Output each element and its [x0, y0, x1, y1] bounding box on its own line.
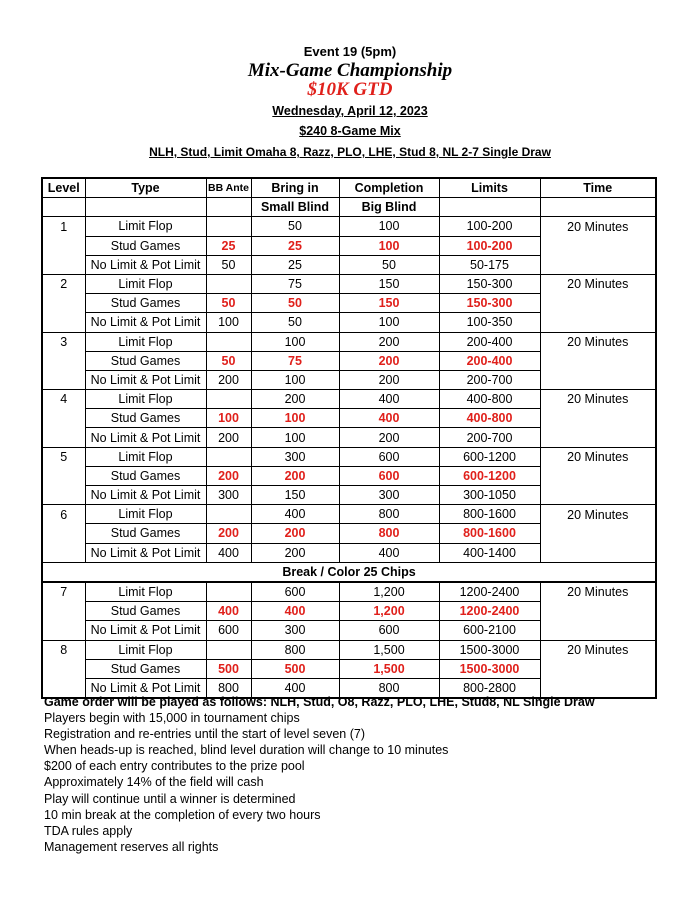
table-row [42, 466, 656, 485]
big-blind-cell: 800 [339, 678, 439, 698]
limits-cell: 150-300 [439, 274, 540, 293]
limits-cell: 200-400 [439, 332, 540, 351]
table-row [42, 390, 656, 409]
header-bigblind: Big Blind [339, 198, 439, 217]
table-header-row-2 [42, 198, 656, 217]
small-blind-cell: 50 [251, 313, 339, 332]
limits-cell: 200-700 [439, 428, 540, 447]
limits-cell: 1200-2400 [439, 602, 540, 621]
ante-cell: 200 [206, 524, 251, 543]
ante-cell: 100 [206, 313, 251, 332]
note-line: Play will continue until a winner is determined [44, 791, 296, 806]
ante-cell: 200 [206, 370, 251, 389]
limits-cell: 300-1050 [439, 486, 540, 505]
small-blind-cell: 75 [251, 274, 339, 293]
level-cell [42, 351, 85, 370]
big-blind-cell: 300 [339, 486, 439, 505]
big-blind-cell: 1,500 [339, 640, 439, 659]
time-cell [540, 370, 656, 389]
game-order-note: Game order will be played as follows: NLH, Stud, O8, Razz, PLO, LHE, Stud8, NL Single Draw [44, 695, 595, 709]
ante-cell [206, 447, 251, 466]
small-blind-cell: 800 [251, 640, 339, 659]
type-cell: Stud Games [85, 409, 206, 428]
table-row [42, 543, 656, 562]
small-blind-cell: 200 [251, 390, 339, 409]
table-row [42, 602, 656, 621]
break-label: Break / Color 25 Chips [42, 562, 656, 582]
type-cell: No Limit & Pot Limit [85, 313, 206, 332]
small-blind-cell: 300 [251, 621, 339, 640]
time-cell [540, 602, 656, 621]
ante-cell: 25 [206, 236, 251, 255]
note-line: Players begin with 15,000 in tournament chips [44, 711, 300, 726]
limits-cell: 600-2100 [439, 621, 540, 640]
header-completion: Completion [339, 178, 439, 198]
ante-cell: 50 [206, 294, 251, 313]
small-blind-cell: 600 [251, 582, 339, 602]
level-cell: 2 [42, 274, 85, 293]
level-cell: 4 [42, 390, 85, 409]
time-cell: 20 Minutes [540, 640, 656, 659]
time-cell [540, 351, 656, 370]
big-blind-cell: 1,200 [339, 602, 439, 621]
time-cell [540, 486, 656, 505]
header-level: Level [42, 178, 85, 198]
table-row [42, 332, 656, 351]
limits-cell: 800-1600 [439, 505, 540, 524]
type-cell: Limit Flop [85, 274, 206, 293]
time-cell [540, 621, 656, 640]
type-cell: Stud Games [85, 294, 206, 313]
level-cell [42, 294, 85, 313]
type-cell: No Limit & Pot Limit [85, 678, 206, 698]
level-cell [42, 543, 85, 562]
level-cell [42, 602, 85, 621]
ante-cell [206, 332, 251, 351]
event-date: Wednesday, April 12, 2023 [272, 104, 428, 118]
limits-cell: 100-200 [439, 217, 540, 236]
ante-cell: 200 [206, 466, 251, 485]
big-blind-cell: 200 [339, 428, 439, 447]
game-list: NLH, Stud, Limit Omaha 8, Razz, PLO, LHE, Stud 8, NL 2-7 Single Draw [149, 145, 551, 159]
big-blind-cell: 800 [339, 505, 439, 524]
small-blind-cell: 400 [251, 505, 339, 524]
type-cell: No Limit & Pot Limit [85, 621, 206, 640]
table-row [42, 274, 656, 293]
note-line: Management reserves all rights [44, 839, 219, 854]
small-blind-cell: 50 [251, 217, 339, 236]
big-blind-cell: 200 [339, 332, 439, 351]
level-cell [42, 255, 85, 274]
table-row [42, 255, 656, 274]
level-cell [42, 621, 85, 640]
table-header-row [42, 178, 656, 198]
level-cell [42, 236, 85, 255]
type-cell: No Limit & Pot Limit [85, 543, 206, 562]
break-row [42, 562, 656, 582]
big-blind-cell: 200 [339, 370, 439, 389]
table-row [42, 486, 656, 505]
time-cell [540, 524, 656, 543]
small-blind-cell: 100 [251, 409, 339, 428]
limits-cell: 1500-3000 [439, 640, 540, 659]
event-number: Event 19 (5pm) [303, 44, 397, 59]
small-blind-cell: 150 [251, 486, 339, 505]
type-cell: No Limit & Pot Limit [85, 428, 206, 447]
big-blind-cell: 100 [339, 217, 439, 236]
small-blind-cell: 100 [251, 332, 339, 351]
ante-cell [206, 217, 251, 236]
type-cell: Limit Flop [85, 217, 206, 236]
type-cell: Stud Games [85, 602, 206, 621]
note-line: $200 of each entry contributes to the prize pool [44, 759, 305, 774]
level-cell [42, 428, 85, 447]
ante-cell [206, 505, 251, 524]
note-line: Registration and re-entries until the start of level seven (7) [44, 727, 365, 742]
table-row [42, 217, 656, 236]
big-blind-cell: 150 [339, 294, 439, 313]
type-cell: Stud Games [85, 659, 206, 678]
limits-cell: 800-2800 [439, 678, 540, 698]
type-cell: No Limit & Pot Limit [85, 255, 206, 274]
type-cell: Stud Games [85, 351, 206, 370]
level-cell: 7 [42, 582, 85, 602]
time-cell [540, 409, 656, 428]
header-smallblind: Small Blind [251, 198, 339, 217]
table-row [42, 409, 656, 428]
limits-cell: 50-175 [439, 255, 540, 274]
type-cell: Limit Flop [85, 640, 206, 659]
limits-cell: 1500-3000 [439, 659, 540, 678]
buyin: $240 8-Game Mix [299, 124, 401, 138]
ante-cell: 800 [206, 678, 251, 698]
table-row [42, 582, 656, 602]
note-line: When heads-up is reached, blind level duration will change to 10 minutes [44, 743, 449, 758]
level-cell [42, 524, 85, 543]
big-blind-cell: 400 [339, 390, 439, 409]
note-line: 10 min break at the completion of every two hours [44, 807, 321, 822]
small-blind-cell: 400 [251, 678, 339, 698]
level-cell: 8 [42, 640, 85, 659]
level-cell: 5 [42, 447, 85, 466]
time-cell: 20 Minutes [540, 390, 656, 409]
big-blind-cell: 150 [339, 274, 439, 293]
limits-cell: 1200-2400 [439, 582, 540, 602]
time-cell: 20 Minutes [540, 447, 656, 466]
table-row [42, 236, 656, 255]
header-type: Type [85, 178, 206, 198]
limits-cell: 400-1400 [439, 543, 540, 562]
limits-cell: 200-700 [439, 370, 540, 389]
table-row [42, 659, 656, 678]
big-blind-cell: 400 [339, 543, 439, 562]
small-blind-cell: 200 [251, 543, 339, 562]
header-ante: BB Ante [206, 178, 251, 198]
notes [44, 694, 684, 855]
table-row [42, 621, 656, 640]
big-blind-cell: 200 [339, 351, 439, 370]
limits-cell: 600-1200 [439, 466, 540, 485]
header-time: Time [540, 178, 656, 198]
blind-structure-table [41, 177, 657, 699]
type-cell: Limit Flop [85, 582, 206, 602]
level-cell [42, 486, 85, 505]
ante-cell: 100 [206, 409, 251, 428]
limits-cell: 400-800 [439, 409, 540, 428]
big-blind-cell: 50 [339, 255, 439, 274]
type-cell: Stud Games [85, 236, 206, 255]
small-blind-cell: 100 [251, 370, 339, 389]
limits-cell: 150-300 [439, 294, 540, 313]
ante-cell [206, 274, 251, 293]
time-cell: 20 Minutes [540, 274, 656, 293]
small-blind-cell: 25 [251, 236, 339, 255]
ante-cell: 50 [206, 351, 251, 370]
header-bringin: Bring in [251, 178, 339, 198]
level-cell [42, 370, 85, 389]
note-line: Approximately 14% of the field will cash [44, 775, 264, 790]
time-cell [540, 236, 656, 255]
time-cell [540, 294, 656, 313]
limits-cell: 400-800 [439, 390, 540, 409]
small-blind-cell: 300 [251, 447, 339, 466]
ante-cell: 50 [206, 255, 251, 274]
ante-cell [206, 390, 251, 409]
limits-cell: 100-350 [439, 313, 540, 332]
ante-cell: 600 [206, 621, 251, 640]
table-row [42, 370, 656, 389]
guarantee: $10K GTD [307, 79, 393, 100]
big-blind-cell: 600 [339, 621, 439, 640]
time-cell: 20 Minutes [540, 332, 656, 351]
type-cell: Limit Flop [85, 332, 206, 351]
small-blind-cell: 50 [251, 294, 339, 313]
big-blind-cell: 100 [339, 236, 439, 255]
time-cell: 20 Minutes [540, 582, 656, 602]
level-cell: 1 [42, 217, 85, 236]
ante-cell [206, 640, 251, 659]
big-blind-cell: 1,200 [339, 582, 439, 602]
big-blind-cell: 600 [339, 447, 439, 466]
small-blind-cell: 400 [251, 602, 339, 621]
table-row [42, 313, 656, 332]
small-blind-cell: 75 [251, 351, 339, 370]
table-row [42, 640, 656, 659]
ante-cell: 400 [206, 543, 251, 562]
type-cell: No Limit & Pot Limit [85, 486, 206, 505]
table-row [42, 524, 656, 543]
level-cell [42, 409, 85, 428]
big-blind-cell: 400 [339, 409, 439, 428]
small-blind-cell: 200 [251, 466, 339, 485]
time-cell [540, 313, 656, 332]
time-cell: 20 Minutes [540, 217, 656, 236]
level-cell [42, 313, 85, 332]
table-row [42, 428, 656, 447]
ante-cell: 500 [206, 659, 251, 678]
type-cell: No Limit & Pot Limit [85, 370, 206, 389]
limits-cell: 600-1200 [439, 447, 540, 466]
note-line: TDA rules apply [44, 823, 133, 838]
small-blind-cell: 100 [251, 428, 339, 447]
big-blind-cell: 600 [339, 466, 439, 485]
level-cell: 6 [42, 505, 85, 524]
time-cell: 20 Minutes [540, 505, 656, 524]
event-title: Mix-Game Championship [247, 60, 453, 81]
level-cell [42, 466, 85, 485]
type-cell: Limit Flop [85, 390, 206, 409]
type-cell: Stud Games [85, 466, 206, 485]
ante-cell: 200 [206, 428, 251, 447]
type-cell: Limit Flop [85, 447, 206, 466]
ante-cell: 300 [206, 486, 251, 505]
limits-cell: 200-400 [439, 351, 540, 370]
time-cell [540, 543, 656, 562]
level-cell [42, 659, 85, 678]
big-blind-cell: 1,500 [339, 659, 439, 678]
time-cell [540, 466, 656, 485]
ante-cell: 400 [206, 602, 251, 621]
big-blind-cell: 100 [339, 313, 439, 332]
table-row [42, 294, 656, 313]
time-cell [540, 428, 656, 447]
level-cell: 3 [42, 332, 85, 351]
time-cell [540, 659, 656, 678]
table-row [42, 351, 656, 370]
limits-cell: 100-200 [439, 236, 540, 255]
small-blind-cell: 500 [251, 659, 339, 678]
table-row [42, 505, 656, 524]
type-cell: Limit Flop [85, 505, 206, 524]
header-limits: Limits [439, 178, 540, 198]
ante-cell [206, 582, 251, 602]
table-row [42, 447, 656, 466]
big-blind-cell: 800 [339, 524, 439, 543]
time-cell [540, 255, 656, 274]
limits-cell: 800-1600 [439, 524, 540, 543]
small-blind-cell: 25 [251, 255, 339, 274]
type-cell: Stud Games [85, 524, 206, 543]
small-blind-cell: 200 [251, 524, 339, 543]
